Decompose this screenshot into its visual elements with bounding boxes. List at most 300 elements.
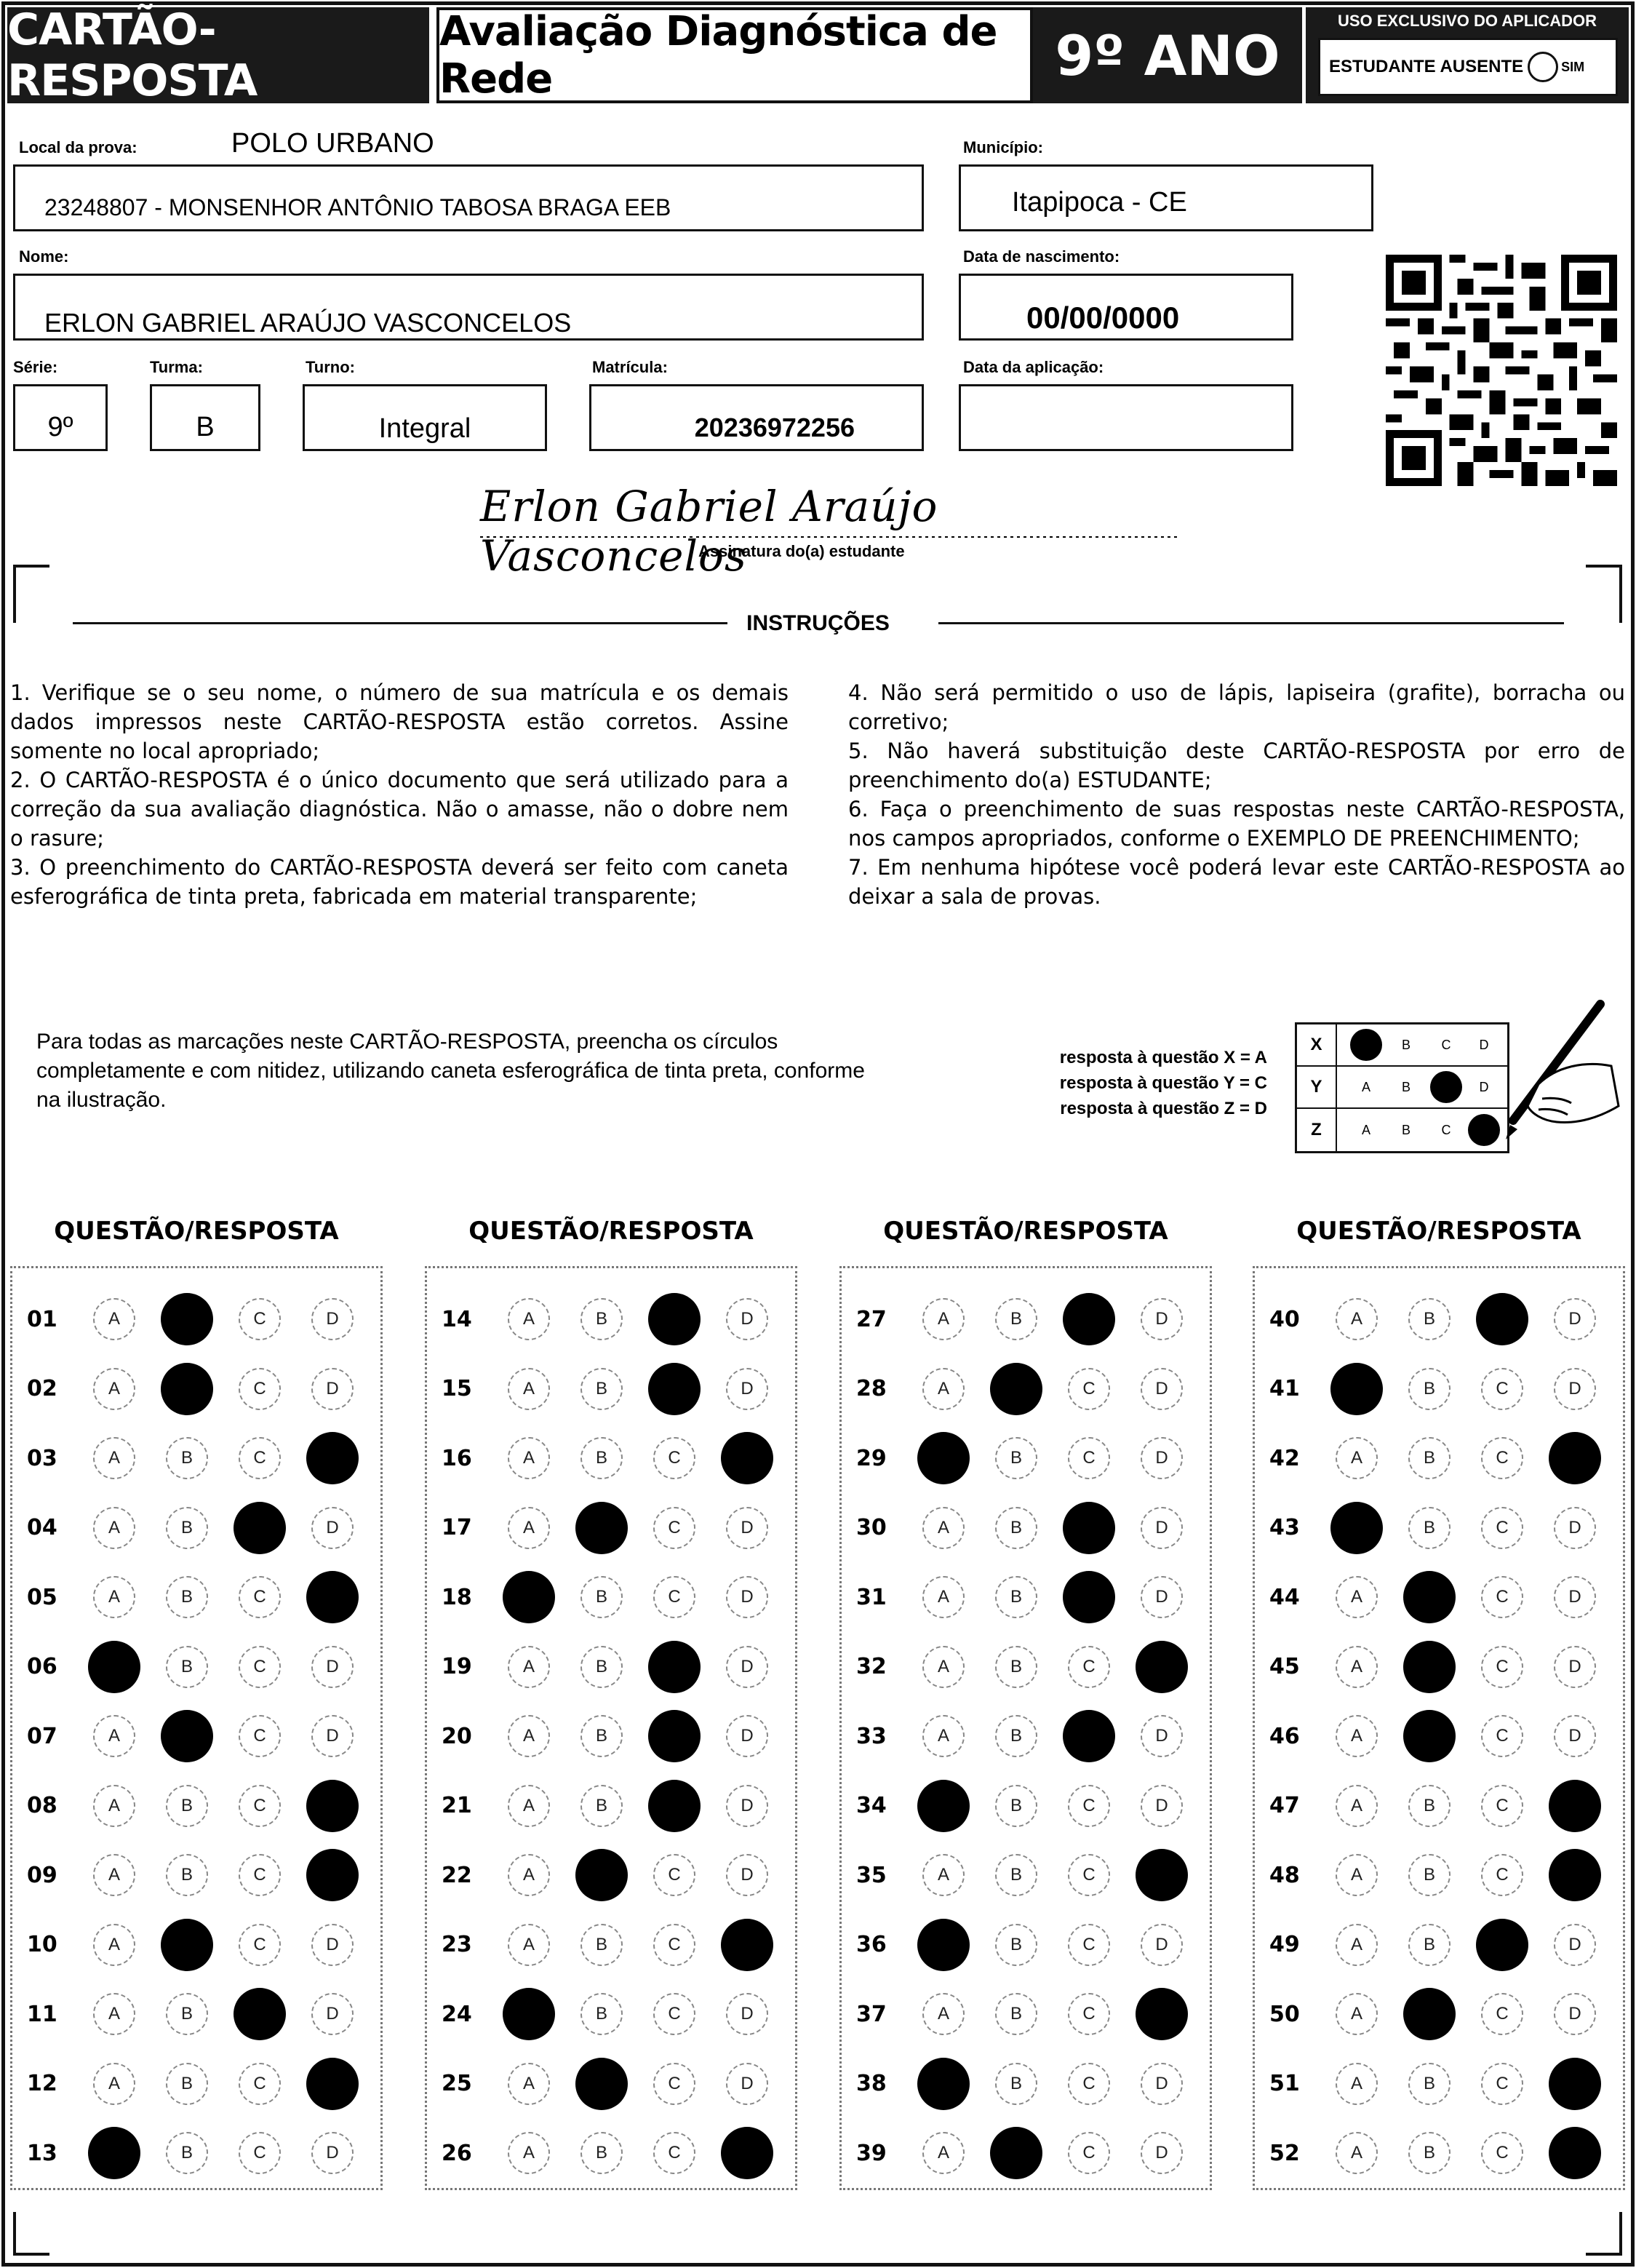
school-value: 23248807 - MONSENHOR ANTÔNIO TABOSA BRAGA EEB [44,194,671,220]
answer-bubble-filled[interactable] [306,2058,359,2110]
answer-bubble[interactable]: B [1408,1507,1451,1549]
answer-bubble[interactable]: C [653,1507,695,1549]
answer-bubble[interactable]: C [1068,1924,1110,1966]
answer-bubble-filled[interactable] [648,1363,701,1415]
answer-bubble[interactable]: B [166,1854,208,1896]
answer-bubble[interactable]: A [922,1507,965,1549]
answer-bubble[interactable]: D [311,1298,354,1340]
answer-bubble[interactable]: C [239,1437,281,1479]
answer-bubble[interactable]: B [166,1646,208,1688]
answer-bubble[interactable]: A [922,2132,965,2174]
answer-bubble-filled[interactable] [88,2127,140,2179]
question-number: 49 [1269,1932,1300,1957]
question-column-title: QUESTÃO/RESPOSTA [883,1217,1168,1246]
absent-yes-label: SIM [1561,59,1585,74]
answer-bubble[interactable]: B [995,1646,1037,1688]
answer-bubble[interactable]: A [508,1646,550,1688]
question-row [427,2051,795,2117]
answer-bubble[interactable]: B [580,1924,623,1966]
aplicacao-label: Data da aplicação: [963,358,1104,376]
illustration-text: Para todas as marcações neste CARTÃO-RESPOSTA, preencha os círculos completamente e com nitidez, utilizando caneta esferográfica de tinta preta, conforme na ilustração. [36,1030,865,1112]
answer-bubble-filled[interactable] [1330,1363,1383,1415]
answer-bubble[interactable]: C [653,1924,695,1966]
answer-bubble[interactable]: C [1068,1785,1110,1827]
question-row [842,1495,1210,1561]
answer-bubble[interactable]: D [726,1715,768,1757]
answer-bubble[interactable]: D [311,2132,354,2174]
answer-bubble[interactable]: D [1554,1507,1596,1549]
answer-bubble[interactable]: A [922,1993,965,2035]
signature-handwriting: Erlon Gabriel Araújo Vasconcelos [480,482,938,581]
answer-bubble-filled[interactable] [161,1710,213,1762]
answer-bubble-filled[interactable] [648,1710,701,1762]
answer-bubble[interactable]: A [508,1298,550,1340]
answer-bubble[interactable]: C [239,1785,281,1827]
answer-bubble[interactable]: D [1141,1507,1183,1549]
answer-bubble[interactable]: B [580,1715,623,1757]
answer-bubble-filled[interactable] [1549,2058,1601,2110]
example-option-label: D [1479,1079,1489,1094]
answer-bubble[interactable]: D [1141,1368,1183,1410]
instruction-3: 3. O preenchimento do CARTÃO-RESPOSTA deverá ser feito com caneta esferográfica de tinta preta, fabricada em material transparente; [10,855,789,909]
answer-bubble[interactable]: A [508,1368,550,1410]
answer-bubble-filled[interactable] [1549,1849,1601,1901]
answer-bubble[interactable]: B [166,1507,208,1549]
answer-bubble[interactable]: A [508,1437,550,1479]
question-number: 11 [27,2001,57,2027]
question-number: 12 [27,2071,57,2096]
answer-bubble[interactable]: C [239,2063,281,2105]
question-row [1255,1773,1623,1839]
exam-title: Avaliação Diagnóstica de Rede [436,7,1033,103]
example-option-label: B [1401,1079,1410,1094]
answer-bubble-filled[interactable] [161,1293,213,1345]
answer-bubble[interactable]: C [1481,1854,1523,1896]
municipio-field [959,164,1373,231]
answer-bubble[interactable]: B [1408,1924,1451,1966]
answer-bubble[interactable]: C [1068,2063,1110,2105]
answer-bubble-filled[interactable] [575,2058,628,2110]
answer-bubble[interactable]: B [580,1993,623,2035]
nascimento-field [959,274,1293,341]
answer-bubble-filled[interactable] [575,1849,628,1901]
question-column-title: QUESTÃO/RESPOSTA [468,1217,754,1246]
answer-bubble-filled[interactable] [161,1363,213,1415]
answer-bubble[interactable]: D [1141,1785,1183,1827]
answer-bubble[interactable]: C [1481,1368,1523,1410]
answer-bubble[interactable]: B [166,1437,208,1479]
answer-bubble[interactable]: A [922,1576,965,1618]
pen-hand-icon [1469,997,1622,1157]
example-line-y: resposta à questão Y = C [1059,1073,1267,1093]
answer-bubble-filled[interactable] [1063,1571,1115,1623]
answer-bubble-filled[interactable] [990,2127,1042,2179]
answer-bubble-filled[interactable] [648,1780,701,1832]
answer-bubble[interactable]: B [1408,1298,1451,1340]
example-row-label: Z [1297,1109,1337,1151]
answer-bubble[interactable]: D [311,1507,354,1549]
answer-bubble-filled[interactable] [234,1988,286,2040]
answer-bubble[interactable]: B [995,1785,1037,1827]
question-row [427,1286,795,1352]
grade-badge: 9º ANO [1033,7,1302,103]
answer-bubble-filled[interactable] [1549,1780,1601,1832]
answer-bubble[interactable]: C [1068,2132,1110,2174]
answer-bubble-filled[interactable] [1549,1432,1601,1484]
question-number: 48 [1269,1862,1300,1888]
question-number: 26 [442,2140,472,2166]
answer-bubble[interactable]: C [1481,1576,1523,1618]
answer-bubble[interactable]: B [1408,2132,1451,2174]
answer-bubble[interactable]: C [653,1993,695,2035]
answer-bubble[interactable]: C [1068,1993,1110,2035]
answer-bubble[interactable]: A [508,1785,550,1827]
answer-bubble[interactable]: A [1336,1785,1378,1827]
answer-bubble[interactable]: B [1408,1785,1451,1827]
absent-bubble[interactable] [1528,52,1558,82]
question-column-title: QUESTÃO/RESPOSTA [54,1217,339,1246]
answer-bubble[interactable]: A [922,1715,965,1757]
question-number: 14 [442,1306,472,1332]
answer-bubble[interactable]: D [1141,2063,1183,2105]
question-row [427,1842,795,1908]
answer-bubble[interactable]: A [93,1298,135,1340]
answer-bubble[interactable]: A [922,1646,965,1688]
answer-bubble[interactable]: D [726,1368,768,1410]
answer-bubble-filled[interactable] [1136,1849,1188,1901]
answer-bubble[interactable]: A [93,1576,135,1618]
answer-bubble-filled[interactable] [161,1919,213,1971]
applicator-title: USO EXCLUSIVO DO APLICADOR [1337,12,1597,30]
answer-bubble[interactable]: C [1481,1715,1523,1757]
answer-bubble[interactable]: C [1068,1368,1110,1410]
answer-bubble[interactable]: C [1481,1646,1523,1688]
answer-bubble[interactable]: A [922,1854,965,1896]
question-number: 36 [856,1932,887,1957]
example-filled-dot [1430,1071,1462,1103]
answer-bubble[interactable]: D [1554,1646,1596,1688]
answer-panel [839,1266,1212,2190]
answer-bubble-filled[interactable] [306,1571,359,1623]
question-row [12,1981,380,2047]
answer-bubble[interactable]: C [239,1715,281,1757]
answer-bubble[interactable]: A [1336,1437,1378,1479]
corner-bracket-bl-h [13,2253,49,2256]
answer-bubble-filled[interactable] [88,1641,140,1693]
corner-bracket-tl-h [13,565,49,568]
answer-bubble[interactable]: D [726,1993,768,2035]
answer-bubble[interactable]: A [93,1785,135,1827]
example-row-label: X [1297,1024,1337,1065]
answer-bubble[interactable]: D [1141,1437,1183,1479]
answer-bubble[interactable]: C [239,1298,281,1340]
question-row [842,1425,1210,1491]
answer-bubble[interactable]: B [995,1924,1037,1966]
answer-bubble[interactable]: C [239,1854,281,1896]
answer-bubble[interactable]: B [1408,1437,1451,1479]
answer-bubble[interactable]: D [311,1646,354,1688]
question-row [12,1773,380,1839]
instruction-1: 1. Verifique se o seu nome, o número de sua matrícula e os demais dados impressos neste CARTÃO-RESPOSTA estão corretos. Assine somente no local apropriado; [10,680,789,763]
answer-bubble-filled[interactable] [234,1502,286,1554]
answer-bubble[interactable]: B [995,1298,1037,1340]
question-number: 29 [856,1445,887,1471]
answer-bubble-filled[interactable] [1330,1502,1383,1554]
answer-bubble[interactable]: D [1141,1298,1183,1340]
answer-bubble[interactable]: C [1481,1785,1523,1827]
question-number: 03 [27,1445,57,1471]
answer-bubble[interactable]: D [1141,1715,1183,1757]
answer-bubble[interactable]: B [580,1298,623,1340]
answer-bubble[interactable]: D [1554,1298,1596,1340]
answer-bubble[interactable]: D [311,1924,354,1966]
answer-bubble[interactable]: D [1554,1576,1596,1618]
answer-bubble[interactable]: B [166,1576,208,1618]
answer-bubble-filled[interactable] [503,1571,555,1623]
answer-bubble[interactable]: B [580,2132,623,2174]
answer-bubble[interactable]: A [93,1437,135,1479]
answer-bubble-filled[interactable] [1403,1988,1456,2040]
answer-bubble[interactable]: A [93,1854,135,1896]
question-row [1255,1495,1623,1561]
question-row [427,2120,795,2186]
answer-bubble[interactable]: B [995,1993,1037,2035]
answer-bubble[interactable]: D [1554,1924,1596,1966]
question-number: 34 [856,1793,887,1818]
question-row [1255,1564,1623,1630]
example-option-label: A [1361,1079,1370,1094]
question-row [12,1564,380,1630]
answer-bubble[interactable]: D [1554,1715,1596,1757]
question-number: 47 [1269,1793,1300,1818]
absent-field [1318,38,1618,96]
answer-bubble[interactable]: B [580,1437,623,1479]
example-filled-bubble [1347,1024,1385,1065]
question-row [1255,1703,1623,1769]
question-number: 38 [856,2071,887,2096]
question-row [1255,1981,1623,2047]
question-number: 09 [27,1862,57,1888]
answer-bubble[interactable]: A [1336,1646,1378,1688]
question-number: 42 [1269,1445,1300,1471]
answer-bubble[interactable]: A [93,1368,135,1410]
question-row [427,1356,795,1422]
question-row [427,1912,795,1978]
answer-bubble[interactable]: B [166,1785,208,1827]
answer-bubble-filled[interactable] [917,1919,970,1971]
question-row [842,1912,1210,1978]
answer-bubble[interactable]: A [922,1368,965,1410]
example-filled-bubble [1427,1067,1465,1107]
answer-bubble-filled[interactable] [1063,1293,1115,1345]
answer-bubble-filled[interactable] [1063,1502,1115,1554]
turno-label: Turno: [306,358,356,376]
question-number: 51 [1269,2071,1300,2096]
answer-bubble-filled[interactable] [648,1293,701,1345]
answer-bubble-filled[interactable] [503,1988,555,2040]
answer-bubble[interactable]: A [1336,1298,1378,1340]
answer-bubble[interactable]: C [653,1854,695,1896]
answer-bubble[interactable]: B [1408,1368,1451,1410]
answer-bubble[interactable]: A [93,1993,135,2035]
answer-bubble-filled[interactable] [721,1919,773,1971]
question-row [427,1425,795,1491]
answer-bubble-filled[interactable] [1476,1293,1528,1345]
answer-bubble[interactable]: D [726,1854,768,1896]
answer-bubble-filled[interactable] [1476,1919,1528,1971]
answer-bubble[interactable]: C [239,1368,281,1410]
answer-bubble[interactable]: A [922,1298,965,1340]
answer-bubble-filled[interactable] [1136,1641,1188,1693]
answer-bubble[interactable]: D [1554,1993,1596,2035]
answer-bubble-filled[interactable] [306,1849,359,1901]
turma-label: Turma: [150,358,203,376]
instruction-6: 6. Faça o preenchimento de suas respostas neste CARTÃO-RESPOSTA, nos campos apropriados, conforme o EXEMPLO DE PREENCHIMENTO; [848,797,1625,851]
question-number: 30 [856,1515,887,1540]
school-field [13,164,924,231]
answer-panel [425,1266,797,2190]
answer-bubble[interactable]: C [1481,1437,1523,1479]
instructions-title: INSTRUÇÕES [746,611,890,635]
example-option-label: C [1441,1122,1451,1137]
answer-bubble[interactable]: A [508,2063,550,2105]
answer-bubble[interactable]: B [1408,1854,1451,1896]
answer-bubble[interactable]: A [508,1715,550,1757]
answer-bubble-filled[interactable] [1549,2127,1601,2179]
answer-bubble[interactable]: D [726,1298,768,1340]
answer-bubble[interactable]: B [580,1576,623,1618]
answer-bubble[interactable]: D [311,1715,354,1757]
answer-bubble[interactable]: C [239,1576,281,1618]
answer-panel [1253,1266,1625,2190]
question-row [842,1773,1210,1839]
question-row [12,1912,380,1978]
answer-bubble-filled[interactable] [306,1780,359,1832]
question-row [427,1564,795,1630]
answer-bubble[interactable]: C [1481,2132,1523,2174]
answer-bubble[interactable]: C [653,1437,695,1479]
question-row [842,1356,1210,1422]
answer-bubble[interactable]: A [508,1507,550,1549]
answer-bubble[interactable]: B [580,1785,623,1827]
question-number: 17 [442,1515,472,1540]
answer-bubble[interactable]: B [166,2063,208,2105]
answer-bubble[interactable]: C [1481,2063,1523,2105]
answer-bubble[interactable]: D [1141,1924,1183,1966]
answer-bubble-filled[interactable] [1136,1988,1188,2040]
answer-bubble[interactable]: C [653,2063,695,2105]
answer-bubble-filled[interactable] [648,1641,701,1693]
answer-bubble[interactable]: B [995,1576,1037,1618]
answer-bubble[interactable]: A [1336,1993,1378,2035]
answer-bubble[interactable]: C [239,1924,281,1966]
answer-bubble[interactable]: C [239,2132,281,2174]
answer-bubble-filled[interactable] [917,1432,970,1484]
answer-bubble[interactable]: D [1141,1576,1183,1618]
answer-bubble[interactable]: C [239,1646,281,1688]
answer-bubble[interactable]: B [1408,2063,1451,2105]
answer-bubble[interactable]: B [580,1646,623,1688]
answer-bubble-filled[interactable] [721,2127,773,2179]
serie-field [13,384,108,451]
answer-bubble-filled[interactable] [990,1363,1042,1415]
answer-bubble[interactable]: B [166,1993,208,2035]
question-number: 18 [442,1584,472,1610]
answer-bubble[interactable]: B [995,1437,1037,1479]
answer-bubble[interactable]: B [995,1715,1037,1757]
answer-bubble[interactable]: C [1068,1646,1110,1688]
answer-bubble-filled[interactable] [306,1432,359,1484]
answer-bubble-filled[interactable] [1403,1641,1456,1693]
local-value: POLO URBANO [231,128,434,159]
municipio-value: Itapipoca - CE [1012,187,1187,218]
answer-bubble[interactable]: D [726,2063,768,2105]
answer-bubble[interactable]: A [1336,1924,1378,1966]
answer-bubble-filled[interactable] [917,2058,970,2110]
question-number: 25 [442,2071,472,2096]
answer-bubble[interactable]: A [93,1924,135,1966]
answer-bubble[interactable]: D [311,1993,354,2035]
turno-field [303,384,547,451]
nascimento-label: Data de nascimento: [963,247,1120,266]
answer-bubble[interactable]: D [311,1368,354,1410]
local-label: Local da prova: [19,138,137,156]
answer-bubble[interactable]: A [93,1507,135,1549]
answer-bubble[interactable]: A [1336,1854,1378,1896]
answer-bubble[interactable]: C [1481,1993,1523,2035]
answer-bubble[interactable]: B [995,2063,1037,2105]
answer-bubble[interactable]: C [1481,1507,1523,1549]
answer-bubble[interactable]: A [1336,1576,1378,1618]
question-row [842,1842,1210,1908]
answer-bubble[interactable]: A [508,1924,550,1966]
answer-bubble[interactable]: D [726,1507,768,1549]
answer-bubble[interactable]: A [93,2063,135,2105]
answer-bubble[interactable]: A [508,1854,550,1896]
answer-bubble[interactable]: A [1336,2063,1378,2105]
answer-bubble[interactable]: A [508,2132,550,2174]
answer-bubble[interactable]: C [1068,1437,1110,1479]
question-row [427,1981,795,2047]
question-row [12,1842,380,1908]
answer-bubble[interactable]: A [1336,1715,1378,1757]
answer-bubble[interactable]: C [1068,1854,1110,1896]
answer-bubble[interactable]: B [580,1368,623,1410]
answer-bubble[interactable]: D [1554,1368,1596,1410]
answer-bubble[interactable]: B [995,1507,1037,1549]
example-option-label: B [1401,1122,1410,1137]
answer-bubble-filled[interactable] [1403,1571,1456,1623]
answer-bubble[interactable]: B [166,2132,208,2174]
example-option-label: D [1479,1037,1489,1052]
answer-bubble-filled[interactable] [917,1780,970,1832]
nome-value: ERLON GABRIEL ARAÚJO VASCONCELOS [44,308,572,338]
answer-bubble-filled[interactable] [721,1432,773,1484]
answer-bubble[interactable]: D [1141,2132,1183,2174]
answer-bubble[interactable]: C [653,2132,695,2174]
nome-label: Nome: [19,247,69,266]
answer-bubble-filled[interactable] [575,1502,628,1554]
answer-bubble[interactable]: D [726,1576,768,1618]
answer-bubble-filled[interactable] [1403,1710,1456,1762]
answer-bubble[interactable]: D [726,1646,768,1688]
answer-bubble-filled[interactable] [1063,1710,1115,1762]
answer-bubble[interactable]: A [1336,2132,1378,2174]
answer-bubble[interactable]: D [726,1785,768,1827]
answer-bubble[interactable]: A [93,1715,135,1757]
answer-bubble[interactable]: B [995,1854,1037,1896]
answer-bubble[interactable]: C [653,1576,695,1618]
